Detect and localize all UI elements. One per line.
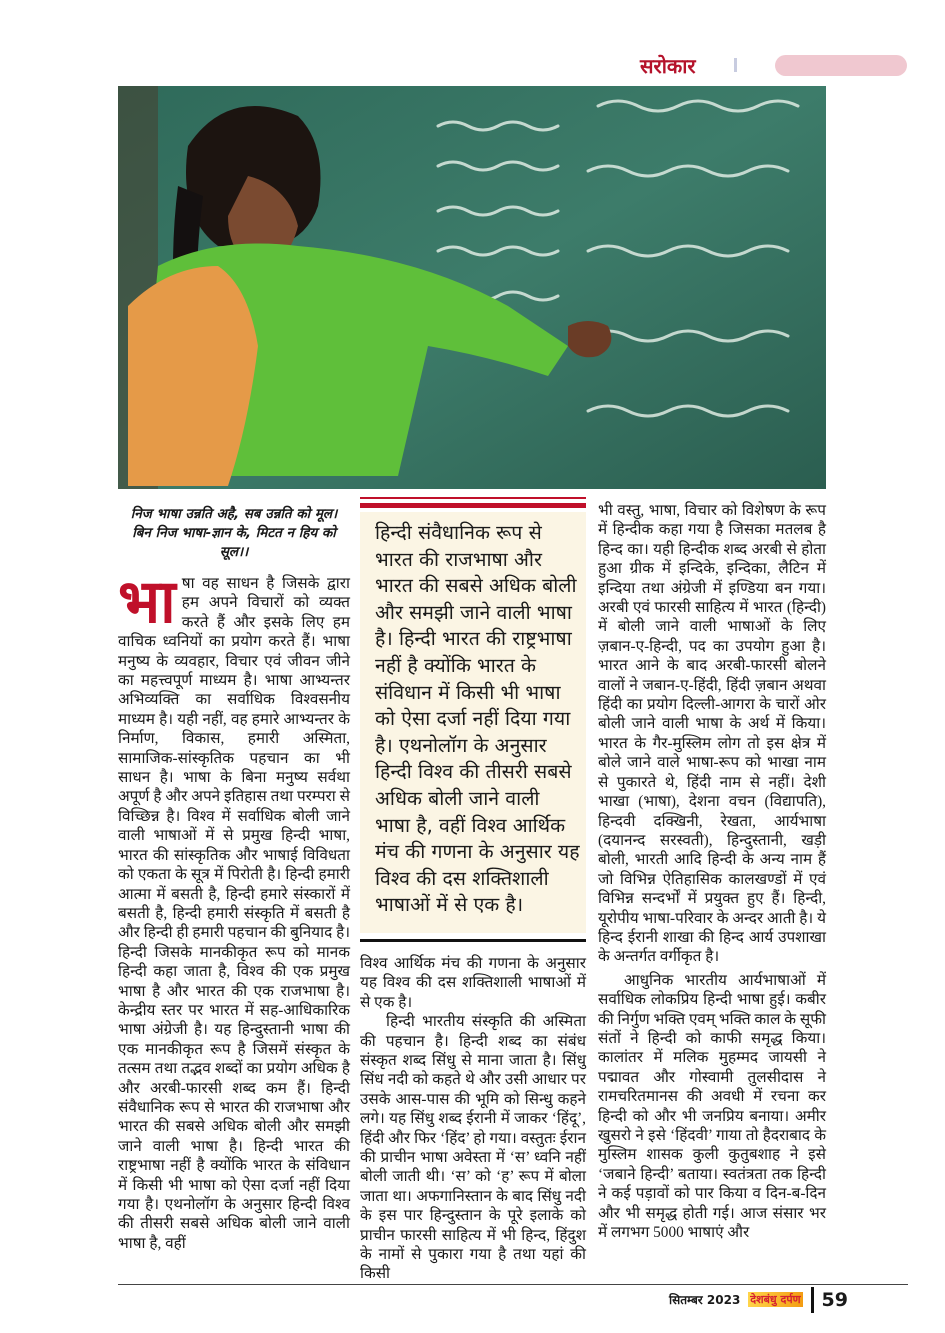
article-body	[118, 497, 826, 1284]
article-text: षा वह साधन है जिसके द्वारा हम अपने विचारों को व्यक्त करते हैं और इसके लिए हम वाचिक ध्वनियों का प्रयोग करते हैं। भाषा मनुष्य के व्यवहार, विचार एवं जीवन जीने का महत्त्वपूर्ण माध्यम है। भाषा आभ्यन्तर अभिव्यक्ति का सर्वाधिक विश्वसनीय माध्यम है। यही नहीं, वह हमारे आभ्यन्तर के निर्माण, विकास, हमारी अस्मिता, सामाजिक-सांस्कृतिक पहचान का भी साधन है। भाषा के बिना मनुष्य सर्वथा अपूर्ण है और अपने इतिहास तथा परम्परा से विच्छिन्न है। विश्व में सर्वाधिक बोली जाने वाली भाषाओं में से प्रमुख हिन्दी भाषा, भारत की सांस्कृतिक और भाषाई विविधता को एकता के सूत्र में पिरोती है। हिन्दी हमारी आत्मा में बसती है, हिन्दी हमारे संस्कारों में बसती है, हिन्दी हमारी संस्कृति में बसती है और हिन्दी ही हमारी पहचान की बुनियाद है। हिन्दी जिसके मानकीकृत रूप को मानक हिन्दी कहा जाता है, विश्व की एक प्रमुख भाषा है और भारत की एक राजभाषा है। केन्द्रीय स्तर पर भारत में सह-आधिकारिक भाषा अंग्रेजी है। यह हिन्दुस्तानी भाषा की एक मानकीकृत रूप है जिसमें संस्कृत के तत्सम तथा तद्भव शब्दों का प्रयोग अधिक है और अरबी-फारसी शब्द कम हैं। हिन्दी संवैधानिक रूप से भारत की राजभाषा और भारत की सबसे अधिक बोली और समझी जाने वाली भाषा है। हिन्दी भारत की राष्ट्रभाषा नहीं है क्योंकि भारत के संविधान में किसी भी भाषा को ऐसा दर्जा नहीं दिया गया है। एथनोलॉग के अनुसार हिन्दी विश्व की तीसरी सबसे अधिक बोली जाने वाली भाषा है, वहीं	[118, 575, 350, 1252]
article-paragraph: हिन्दी भारतीय संस्कृति की अस्मिता की पहचान है। हिन्दी शब्द का संबंध संस्कृत शब्द सिंधु से माना जाता है। सिंधु सिंध नदी को कहते थे और उसी आधार पर उसके आस-पास की भूमि को सिन्धु कहने लगे। यह सिंधु शब्द ईरानी में जाकर ‘हिंदू’, हिंदी और फिर ‘हिंद’ हो गया। वस्तुतः ईरान की प्राचीन भाषा अवेस्ता में ‘स’ ध्वनि नहीं बोली जाती थी। ‘स’ को ‘ह’ रूप में बोला जाता था। अफगानिस्तान के बाद सिंधु नदी के इस पार हिन्दुस्तान के पूरे इलाके को प्राचीन फारसी साहित्य में भी हिन्द, हिंदुश के नामों से पुकारा गया है तथा यहां की किसी	[360, 1013, 586, 1283]
article-column-2	[360, 497, 586, 1284]
section-label: सरोकार	[640, 54, 696, 78]
article-paragraph: विश्व आर्थिक मंच की गणना के अनुसार यह विश्व की दस शक्तिशाली भाषाओं में से एक है।	[360, 954, 586, 1011]
pull-quote-bottom-rule	[360, 939, 586, 942]
pull-quote: हिन्दी संवैधानिक रूप से भारत की राजभाषा और भारत की सबसे अधिक बोली और समझी जाने वाली भाषा है। हिन्दी भारत की राष्ट्रभाषा नहीं है क्योंकि भारत के संविधान में किसी भी भाषा को ऐसा दर्जा नहीं दिया गया है। एथनोलॉग के अनुसार हिन्दी विश्व की तीसरी सबसे अधिक बोली जाने वाली भाषा है, वहीं विश्व आर्थिक मंच की गणना के अनुसार यह विश्व की दस शक्तिशाली भाषाओं में से एक है।	[375, 521, 580, 917]
photo-caption	[118, 505, 350, 562]
magazine-logo: देशबंधु दर्पण	[750, 1293, 801, 1307]
article-paragraph: आधुनिक भारतीय आर्यभाषाओं में सर्वाधिक लोकप्रिय हिन्दी भाषा हुई। कबीर की निर्गुण भक्ति एवम् भक्ति काल के सूफी संतों ने हिन्दी को काफी समृद्ध किया। कालांतर में मलिक मुहम्मद जायसी ने पद्मावत और गोस्वामी तुलसीदास ने रामचरितमानस की अवधी में रचना कर हिन्दी को और भी जनप्रिय बनाया। अमीर खुसरो ने इसे ‘हिंदवी’ गाया तो हैदराबाद के मुस्लिम शासक कुली कुतुबशाह ने इसे ‘जबाने हिन्दी’ बताया। स्वतंत्रता तक हिन्दी ने कई पड़ावों को पार किया व दिन-ब-दिन और भी समृद्ध होती गई। आज संसार भर में लगभग 5000 भाषाएं और	[598, 971, 826, 1242]
footer-rule	[118, 1284, 908, 1285]
header-divider	[734, 58, 737, 72]
caption-line: निज भाषा उन्नति अहै, सब उन्नति को मूल।	[130, 506, 338, 522]
page-footer	[118, 1284, 908, 1333]
girl-writing-on-chalkboard-image	[118, 86, 826, 489]
issue-date: सितम्बर 2023	[669, 1293, 741, 1308]
article-column-3	[598, 497, 826, 1242]
article-paragraph: भी वस्तु, भाषा, विचार को विशेषण के रूप में हिन्दीक कहा गया है जिसका मतलब है हिन्द का। यही हिन्दीक शब्द अरबी से होता हुआ ग्रीक में इन्दिके, इन्दिका, लैटिन में इन्दिया तथा अंग्रेजी में इण्डिया बन गया। अरबी एवं फारसी साहित्य में भारत (हिन्दी) में बोली जाने वाली भाषाओं के लिए ज़बान-ए-हिन्दी, पद का उपयोग हुआ है। भारत आने के बाद अरबी-फारसी बोलने वालों ने जबान-ए-हिंदी, हिंदी ज़बान अथवा हिंदी का प्रयोग दिल्ली-आगरा के चारों ओर बोली जाने वाली भाषा के अर्थ में किया। भारत के गैर-मुस्लिम लोग तो इस क्षेत्र में बोले जाने वाले भाषा-रूप को भाखा नाम से पुकारते थे, हिंदी नाम से नहीं। देशी भाखा (भाषा), देशना वचन (विद्यापति), हिन्दवी दक्खिनी, रेखता, आर्यभाषा (दयानन्द सरस्वती), हिन्दुस्तानी, खड़ी बोली, भारती आदि हिन्दी के अन्य नाम हैं जो विभिन्न ऐतिहासिक कालखण्डों में एवं विभिन्न सन्दर्भों में प्रयुक्त हुए हैं। हिन्दी, यूरोपीय भाषा-परिवार के अन्दर आती है। ये हिन्द ईरानी शाखा की हिन्द आर्य उपशाखा के अन्तर्गत वर्गीकृत है।	[598, 502, 826, 966]
caption-line: बिन निज भाषा-ज्ञान के, मिटत न हिय को सूल।।	[132, 525, 336, 560]
header-pill-decoration	[775, 55, 907, 76]
article-photo	[118, 86, 826, 489]
page-number: 59	[821, 1288, 848, 1311]
drop-cap: भा	[118, 567, 176, 637]
pull-quote-rule	[360, 503, 586, 508]
article-column-1	[118, 497, 350, 1253]
pull-quote-rule	[360, 497, 586, 499]
pull-quote-box	[360, 512, 586, 933]
footer-divider	[811, 1287, 814, 1313]
